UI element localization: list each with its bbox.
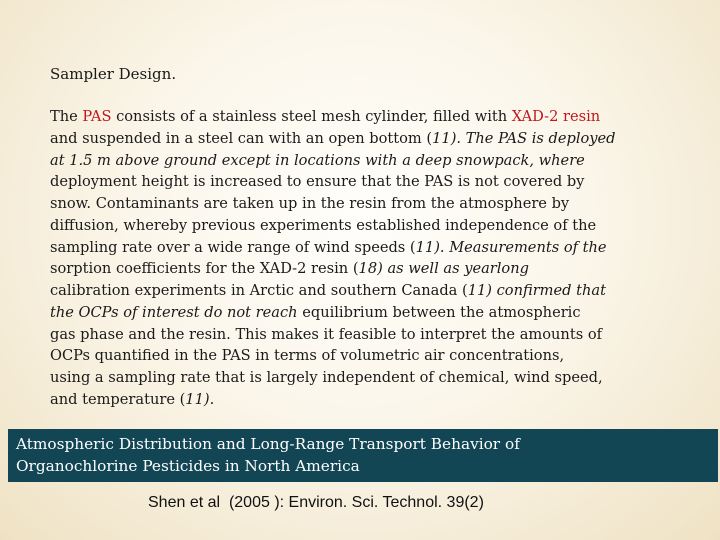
paragraph-line — [50, 258, 690, 280]
text-run: ). — [203, 390, 215, 408]
citation: Shen et al (2005 ): Environ. Sci. Technol. 39(2) — [148, 494, 484, 511]
paragraph-line — [50, 128, 690, 150]
paragraph-line — [50, 302, 690, 324]
paragraph-line — [50, 237, 690, 259]
article-title-line: Atmospheric Distribution and Long-Range Transport Behavior of — [16, 435, 520, 453]
text-run: ) confirmed that — [486, 282, 606, 299]
paragraph-line: OCPs quantified in the PAS in terms of volumetric air concentrations, — [50, 347, 565, 365]
text-run: ) as well as yearlong — [377, 260, 529, 278]
text-run: the OCPs of interest do not reach — [50, 303, 298, 321]
paragraph-line — [50, 389, 690, 411]
paragraph-line: diffusion, whereby previous experiments established independence of the — [50, 216, 597, 234]
body-paragraph — [50, 106, 690, 411]
section-heading: Sampler Design. — [50, 65, 177, 83]
text-run: ). The PAS is deployed — [450, 129, 616, 147]
text-run: sorption coefficients for the XAD-2 resin ( — [50, 260, 359, 278]
text-run: and suspended in a steel can with an open bottom ( — [50, 129, 433, 147]
paragraph-line: using a sampling rate that is largely independent of chemical, wind speed, — [50, 369, 603, 386]
highlight-xad-resin: XAD-2 resin — [511, 108, 601, 125]
reference-number: 11 — [185, 390, 204, 408]
paragraph-line — [50, 280, 690, 302]
paragraph-line: at 1.5 m above ground except in locations with a deep snowpack, where — [50, 151, 585, 169]
text-run: The — [50, 108, 83, 125]
article-title-band — [8, 429, 718, 482]
text-run: consists of a stainless steel mesh cylinder, filled with — [111, 108, 512, 125]
reference-number: 18 — [358, 260, 378, 278]
reference-number: 11 — [432, 129, 451, 147]
text-run: calibration experiments in Arctic and southern Canada ( — [50, 282, 468, 299]
paragraph-line: gas phase and the resin. This makes it feasible to interpret the amounts of — [50, 325, 603, 343]
highlight-pas: PAS — [82, 108, 112, 125]
text-run: equilibrium between the atmospheric — [297, 303, 581, 321]
text-run: sampling rate over a wide range of wind speeds ( — [50, 238, 416, 256]
article-title-line: Organochlorine Pesticides in North America — [16, 457, 360, 475]
reference-number: 11 — [467, 282, 487, 299]
paragraph-line: deployment height is increased to ensure that the PAS is not covered by — [50, 173, 585, 191]
reference-number: 11 — [415, 238, 435, 256]
text-run: ). Measurements of the — [434, 238, 607, 256]
text-run: and temperature ( — [50, 390, 186, 408]
paragraph-line — [50, 106, 690, 128]
paragraph-line: snow. Contaminants are taken up in the resin from the atmosphere by — [50, 195, 570, 212]
